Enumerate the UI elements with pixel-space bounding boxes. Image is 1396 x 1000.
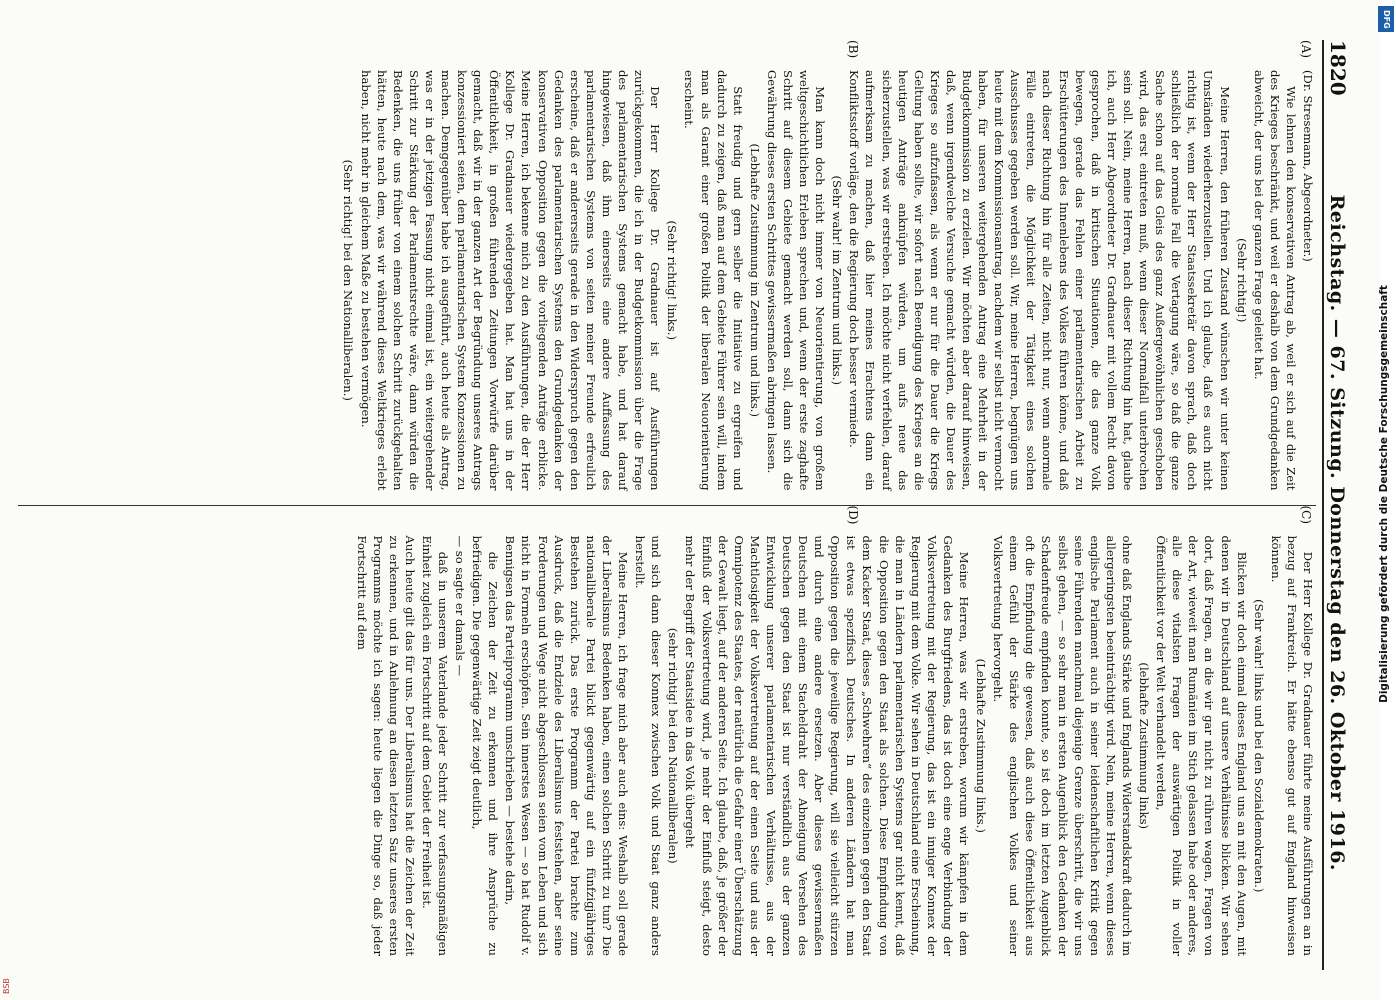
paragraph: Der Herr Kollege Dr. Gradnauer führte meine Ausführungen an in bezug auf Frankreich. Er hätte ebenso gut auf England hinweisen können.	[1268, 535, 1315, 956]
left-column	[18, 40, 1316, 505]
interjection: (sehr richtig! bei den Nationalliberalen)	[666, 627, 681, 864]
paragraph: Statt freudig und gern selber die Initiative zu ergreifen und dadurch zu zeigen, daß man auf dem Gebiete Führer sein will, indem man als Garant einer großen Politik der liberalen Neuorientierung erscheint.	[682, 70, 745, 491]
paragraph: Auch heute gilt das für uns. Der Liberalismus hat die Zeichen der Zeit zu erkennen, und in Anlehnung an diesen letzten Satz unseres ersten Programms möchte ich sagen: heute liegen die Dinge so, daß jeder Fortschritt auf dem	[354, 535, 417, 956]
digitization-note	[1378, 14, 1392, 974]
paragraph: Meine Herren, was wir erstreben, worum wir kämpfen in dem Gedanken des Burgfriedens, das ist doch eine enge Verbindung der Volksvertretung mit der Regierung, das ist ein inniger Konnex der Regierung mit dem Volke. Wir sehen in Deutschland eine Erscheinung, die man in Ländern parlamentarischen Systems gar nicht kennt, daß die Opposition gegen den Staat als solchen. Diese Empfindung von dem Kacker Staat, dieses „Schwehren“ des einzelnen gegen den Staat ist etwas spezifisch Deutsches. In anderen Ländern hat man Opposition gegen die jeweilige Regierung, will sie vielleicht stürzen und durch eine andere ersetzen. Aber dieses gewissermaßen Deutschen mit einem Stacheldraht der Abneigung Versehen des Deutschen gegen den Staat ist nur verständlich aus der ganzen Entwicklung unserer parlamentarischen Verhältnisse, aus der Machtlosigkeit der Volksvertretung auf der einen Seite und aus der Omnipotenz des Staates, der natürlich die Gefahr einer Überschätzung der Gewalt liegt, auf der anderen Seite. Ich glaube, daß, je größer der Einfluß der Volksvertretung wird, je mehr der Einfluß steigt, desto mehr der Begriff der Staatsidee in das Volk übergeht	[683, 535, 972, 956]
paragraph: ohne daß Englands Stärke und Englands Widerstandskraft dadurch im allergeringsten beeinträchtigt wird. Nein, meine Herren, wenn dieses englische Parlament auch in seiner leidenschaftlichen Kritik gegen seine Führenden manchmal diejenige Grenze überschritt, die wir uns selbst gehen, — so sehr man in ersten Augenblick den Gedanken der Schadenfreude empfinden konnte, so ist doch im letzten Augenblick oft die Empfindung die gewesen, daß auch diese Öffentlichkeit aus einem Gefühl der Stärke des englischen Volkes und seiner Volksvertretung hervorgeht.	[991, 535, 1134, 956]
column-marker: (A)	[1299, 40, 1313, 59]
paragraph: und sich dann dieser Konnex zwischen Volk und Staat ganz anders herstellt.	[633, 535, 664, 956]
interjection: (Sehr richtig! bei den Nationalliberalen.)	[341, 159, 356, 401]
paragraph: Meine Herren, den früheren Zustand wünschen wir unter keinen Umständen wiederherzustellen. Und ich glaube, daß es auch nicht richtig ist, wenn der Herr Staatssekretär davon sprach, daß doch schließlich der normale Fall die Vertagung wäre, so daß die ganze Sache schon auf das Gleis des ganz Außergewöhnlichen geschoben wird, das erst eintreten muß, wenn dieser Normalfall unterbrochen sein soll. Nein, meine Herren, nach dieser Richtung hin hat, glaube ich, auch Herr Abgeordneter Dr. Gradnauer mit vollem Recht davon gesprochen, daß in kritischen Situationen, die das ganze Volk bewegen, gerade das Fehlen einer parlamentarischen Arbeit zu Erschütterungen des Innenlebens des Volkes führen könne, und daß nach dieser Richtung hin für alle Zeiten, nicht nur, wenn anormale Fälle eintreten, die Möglichkeit der Tätigkeit eines solchen Ausschusses gegeben werden soll. Wir, meine Herren, begnügen uns heute mit dem Kommissionsantrag, nachdem wir selbst nicht vermocht haben, für unseren weitergehenden Antrag eine Mehrheit in der Budgetkommission zu erzielen. Wir möchten aber darauf hinweisen, daß, wenn irgendwelche Versuche gemacht würden, die Dauer des Krieges so aufzufassen, als wenn er nur für die Dauer die Kriegs Geltung haben sollte, wir sofort nach Beendigung des Krieges an die heutigen Anträge anknüpfen würden, um aufs neue das sicherzustellen, was wir erstreben. Ich möchte nicht verfehlen, darauf aufmerksam zu machen, daß hier meines Erachtens dann ein Konfliktsstoff vorläge, den die Regierung doch besser vermiede.	[847, 70, 1232, 491]
interjection: (Sehr wahr! links und bei den Sozialdemokraten.)	[1251, 599, 1266, 893]
paragraph: — so sagte er damals —	[453, 535, 468, 677]
page-number: 1820	[1326, 40, 1350, 96]
right-column	[18, 505, 1316, 971]
paragraph: (Dr. Stresemann, Abgeordneter.)	[1301, 70, 1315, 262]
paragraph: Der Herr Kollege Dr. Gradnauer ist auf Ausführungen zurückgekommen, die ich in der Budgetkommission über die Frage des parlamentarischen Systems gemacht habe, und hat darauf hingewiesen, daß ihm einerseits eine andere Auffassung des parlamentarischen Systems von seiten meiner Freunde erfreulich erscheine, daß er andererseits gerade in den Widerspruch gegen den Gedanken des parlamentarischen Systems den Grundgedanken der konservativen Opposition gegen die vorliegenden Anträge erblicke. Meine Herren, ich bekenne mich zu den Ausführungen, die der Herr Kollege Dr. Gradnauer wiedergegeben hat. Man hat uns in der Öffentlichkeit, in großen führenden Zeitungen Vorwürfe darüber gemacht, daß wir in der ganzen Art der Begründung unseres Antrags konzessioniert seien, dem parlamentarischen System Konzessionen zu machen. Demgegenüber habe ich ausgeführt, auch heute als Antrag, was er in der jetzigen Fassung nicht einmal ist, ein weitergehender Schritt zur Stärkung der Parlamentsrechte wäre, dann würden die Bedenken, die uns früher von einem solchen Schritt zurückgehalten hätten, heute nach dem, was wir während dieses Weltkrieges erlebt haben, nicht mehr in gleichem Maße zu bestehen vermögen.	[358, 70, 663, 491]
interjection: (Sehr wahr! im Zentrum und links.)	[830, 175, 845, 385]
bsb-stamp: BSB	[2, 978, 11, 994]
page-header	[1322, 40, 1360, 970]
interjection: (Lebhafte Zustimmung im Zentrum und links.)	[747, 143, 762, 417]
quotation: daß in unserem Vaterlande jeder Schritt zur verfassungsmäßigen Einheit zugleich ein Fortschritt auf dem Gebiet der Freiheit ist.	[419, 535, 451, 956]
interjection: (Sehr richtig! links.)	[665, 220, 680, 340]
dfg-logo: DFG	[1378, 6, 1394, 32]
column-marker: (C)	[1299, 505, 1313, 525]
column-marker: (B)	[846, 40, 860, 59]
interjection: (Lebhafte Zustimmung links.)	[974, 658, 989, 833]
paragraph: Wie lehnen den konservativen Antrag ab, weil er sich auf die Zeit des Krieges beschränkt, und weil er deshalb von dem Grundgedanken abweicht, der uns bei der ganzen Frage geleitet hat.	[1251, 70, 1298, 491]
text-columns	[18, 40, 1316, 970]
quotation: die Zeichen der Zeit zu erkennen und ihre Ansprüche zu befriedigen. Die gegenwärtige Zeit zeigt deutlich,	[470, 535, 501, 956]
paragraph: Man kann doch nicht immer von Neuorientierung, von großem weltgeschichtlichen Erleben sprechen und, wenn der erste zaghafte Schritt auf diesem Gebiete gemacht werden soll, dann sich die Gewährung dieses ersten Schrittes gewissermaßen abringen lassen.	[764, 70, 828, 491]
column-marker: (D)	[846, 505, 860, 525]
digitization-note-text: Digitalisierung gefördert durch die Deutsche Forschungsgemeinschaft	[1378, 285, 1390, 703]
paragraph: Meine Herren, ich frage mich aber auch eins: Weshalb soll gerade der Liberalismus Bedenken haben, einen solchen Schritt zu tun? Die nationalliberale Partei blickt gegenwärtig auf ein fünfzigjähriges Bestehen zurück. Das erste Programm der Partei brachte zum Ausdruck, daß die Endziele des Liberalismus feststehen, aber seine Forderungen und Wege nicht abgeschlossen seien vom Leben und sich nicht in Formeln erschöpfen. Sein innerstes Wesen — so hat Rudolf v. Bennigsen das Parteiprogramm umschrieben — bestehe darin,	[503, 535, 631, 956]
interjection: (Sehr richtig!)	[1234, 238, 1249, 323]
page-title: Reichstag. — 67. Sitzung. Donnerstag den 26. Oktober 1916.	[1326, 194, 1348, 872]
paragraph: Blicken wir doch einmal dieses England uns an mit den Augen, mit denen wir in Deutschland auf unsere Verhältnisse blicken. Wir sehen dort, daß Fragen, an die wir gar nicht zu rühren wagen, Fragen von der Art, wieweit man Rumänien im Stich gelassen habe oder anderes, alle diese vitalsten Fragen der auswärtigen Politik in voller Öffentlichkeit vor der Welt verhandelt werden,	[1154, 535, 1249, 956]
interjection: (lebhafte Zustimmung links)	[1137, 662, 1152, 830]
